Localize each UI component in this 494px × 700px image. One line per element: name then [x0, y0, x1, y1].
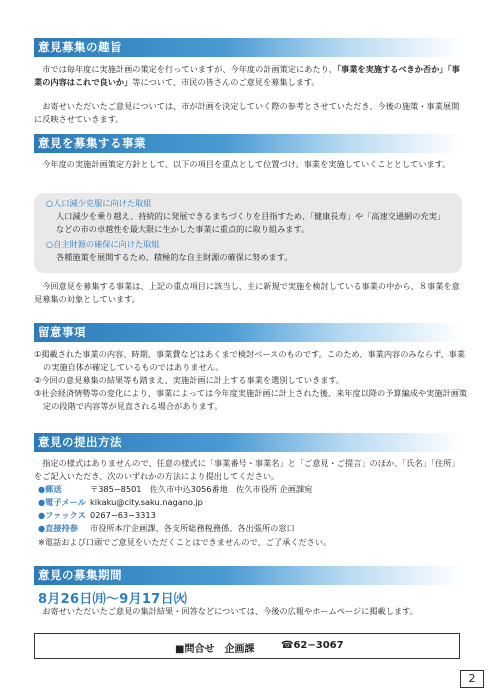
- section-heading-period: [34, 566, 462, 585]
- contact-phone: ☎62−3067: [281, 640, 344, 651]
- priority-item-text: 各種施策を展開するため、積極的な自主財源の確保に努めます。: [56, 252, 293, 262]
- submission-method-fax: ●ファックス 0267−63−3313: [38, 510, 156, 520]
- note-item: ①掲載された事業の内容、時期、事業費などはあくまで検討ベースのものです。このため、事業内容のみならず、事業の実施自体が確定しているものではありません。: [34, 349, 466, 372]
- section-heading-purpose: [34, 38, 462, 57]
- priority-items-box: [34, 193, 462, 273]
- purpose-paragraph-1: 市では毎年度に実施計画の策定を行っていますが、今年度の計画策定にあたり、「事業を実施するべきか否か」「事業の内容はこれで良いか」等について、市民の皆さんのご意見を募集します。: [34, 64, 460, 87]
- submission-method-mail: ●郵送 〒385−8501 佐久市中込3056番地 佐久市役所 企画課宛: [38, 484, 313, 494]
- purpose-paragraph-2: お寄せいただいたご意見については、市が計画を決定していく際の参考とさせていただき、今後の施策・事業展開に反映させていきます。: [34, 101, 460, 124]
- projects-paragraph-2: 今回意見を募集する事業は、上記の重点項目に該当し、主に新規で実施を検討している事業の中から、８事業を意見募集の対象としています。: [34, 281, 460, 304]
- projects-paragraph-1: 今年度の実施計画策定方針として、以下の項目を重点として位置づけ、事業を実施していくこととしています。: [42, 159, 451, 169]
- submission-period-date: 8月26日㈪〜9月17日㈫: [38, 592, 188, 607]
- page-number: 2: [460, 670, 484, 688]
- section-title: 意見の募集期間: [38, 568, 122, 582]
- contact-label: ■問合せ 企画課: [175, 644, 255, 655]
- section-heading-submission: [34, 433, 462, 452]
- section-heading-projects: [34, 134, 462, 153]
- submission-paragraph: 指定の様式はありませんので、任意の様式に「事業番号・事業名」と「ご意見・ご提言」のほか、「氏名」「住所」をご記入いただき、次のいずれかの方法により提出してください。: [34, 458, 460, 481]
- section-title: 留意事項: [38, 325, 86, 339]
- priority-item-title: ○人口減少克服に向けた取組: [46, 198, 152, 208]
- section-title: 意見を募集する事業: [38, 136, 146, 150]
- section-title: 意見募集の趣旨: [38, 40, 122, 54]
- priority-item-title: ○自主財源の確保に向けた取組: [46, 239, 160, 249]
- note-item: ②今回の意見募集の結果等も踏まえ、実施計画に計上する事業を選別していきます。: [34, 375, 345, 385]
- note-item: ③社会経済情勢等の変化により、事業によっては今年度実施計画に計上された後、来年度以降の予算編成や実施計画策定の段階で内容等が見直される場合があります。: [34, 388, 468, 411]
- section-heading-notes: [34, 323, 462, 342]
- submission-method-email: ●電子メール kikaku@city.saku.nagano.jp: [38, 497, 203, 507]
- period-paragraph: お寄せいただいたご意見の集計結果・回答などについては、今後の広報やホームページに掲載します。: [42, 606, 418, 616]
- contact-box: [34, 633, 460, 659]
- priority-item-text: 人口減少を乗り越え、持続的に発展できるまちづくりを目指すため、「健康長寿」や「高速交通網の充実」などの市の卓越性を最大限に生かした事業に重点的に取り組みます。: [56, 211, 445, 234]
- submission-method-direct: ●直接持参 市役所本庁企画課、各支所総務税務係、各出張所の窓口: [38, 523, 295, 533]
- submission-note: ※電話および口頭でご意見をいただくことはできませんので、ご了承ください。: [38, 537, 332, 547]
- email-link[interactable]: kikaku@city.saku.nagano.jp: [90, 497, 203, 507]
- section-title: 意見の提出方法: [38, 435, 122, 449]
